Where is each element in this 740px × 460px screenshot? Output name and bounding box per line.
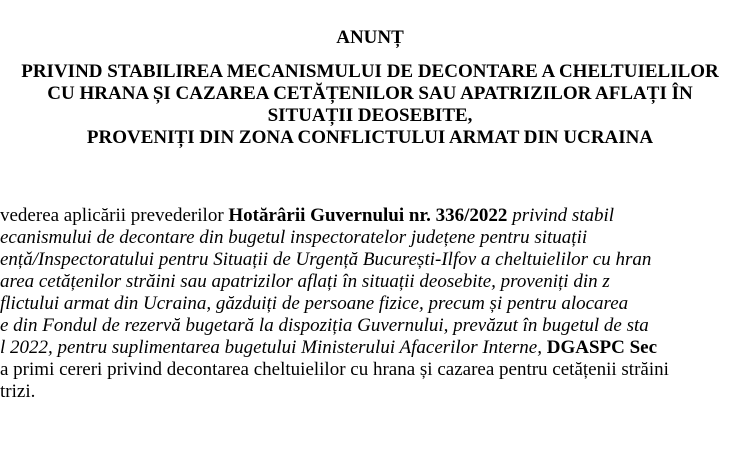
body-text-segment: area cetățenilor străini sau apatrizilor aflați în situații deosebite, proveniți din z: [0, 271, 610, 292]
body-text-segment: a primi cereri privind decontarea cheltuielilor cu hrana și cazarea pentru cetățenii străini: [0, 359, 669, 380]
body-line: [0, 381, 35, 403]
body-text-segment: e din Fondul de rezervă bugetară la dispoziția Guvernului, prevăzut în bugetul de sta: [0, 315, 649, 336]
subtitle-line: CU HRANA ȘI CAZAREA CETĂȚENILOR SAU APATRIZILOR AFLAȚI ÎN: [47, 83, 693, 104]
body-text-segment: ecanismului de decontare din bugetul inspectoratelor județene pentru situații: [0, 227, 588, 248]
body-line: [0, 227, 587, 249]
institution-name: DGASPC Sec: [546, 337, 658, 358]
body-line: [0, 315, 649, 337]
announcement-subtitle: [0, 61, 740, 149]
subtitle-line: PROVENIȚI DIN ZONA CONFLICTULUI ARMAT DIN UCRAINA: [86, 127, 654, 148]
body-line: [0, 293, 628, 315]
subtitle-line: SITUAȚII DEOSEBITE,: [267, 105, 473, 126]
subtitle-line: PRIVIND STABILIREA MECANISMULUI DE DECONTARE A CHELTUIELILOR: [21, 61, 719, 82]
body-line: [0, 359, 669, 381]
body-text-segment: trizi.: [0, 381, 36, 402]
body-text-segment: flictului armat din Ucraina, găzduiți de persoane fizice, precum și pentru alocarea: [0, 293, 629, 314]
body-line: [0, 271, 610, 293]
body-text-segment: l 2022, pentru suplimentarea bugetului Ministerului Afacerilor Interne,: [0, 337, 547, 358]
body-line: [0, 337, 657, 359]
government-decision-reference: Hotărârii Guvernului nr. 336/2022: [228, 205, 508, 226]
announcement-title: ANUNȚ: [336, 27, 404, 48]
body-text-segment: privind stabil: [507, 205, 615, 226]
body-line: [0, 249, 651, 271]
body-text-segment: ențǎ/Inspectoratului pentru Situații de Urgență București-Ilfov a cheltuielilor cu hran: [0, 249, 652, 270]
body-line: [0, 205, 614, 227]
body-text-segment: vederea aplicării prevederilor: [0, 205, 229, 226]
